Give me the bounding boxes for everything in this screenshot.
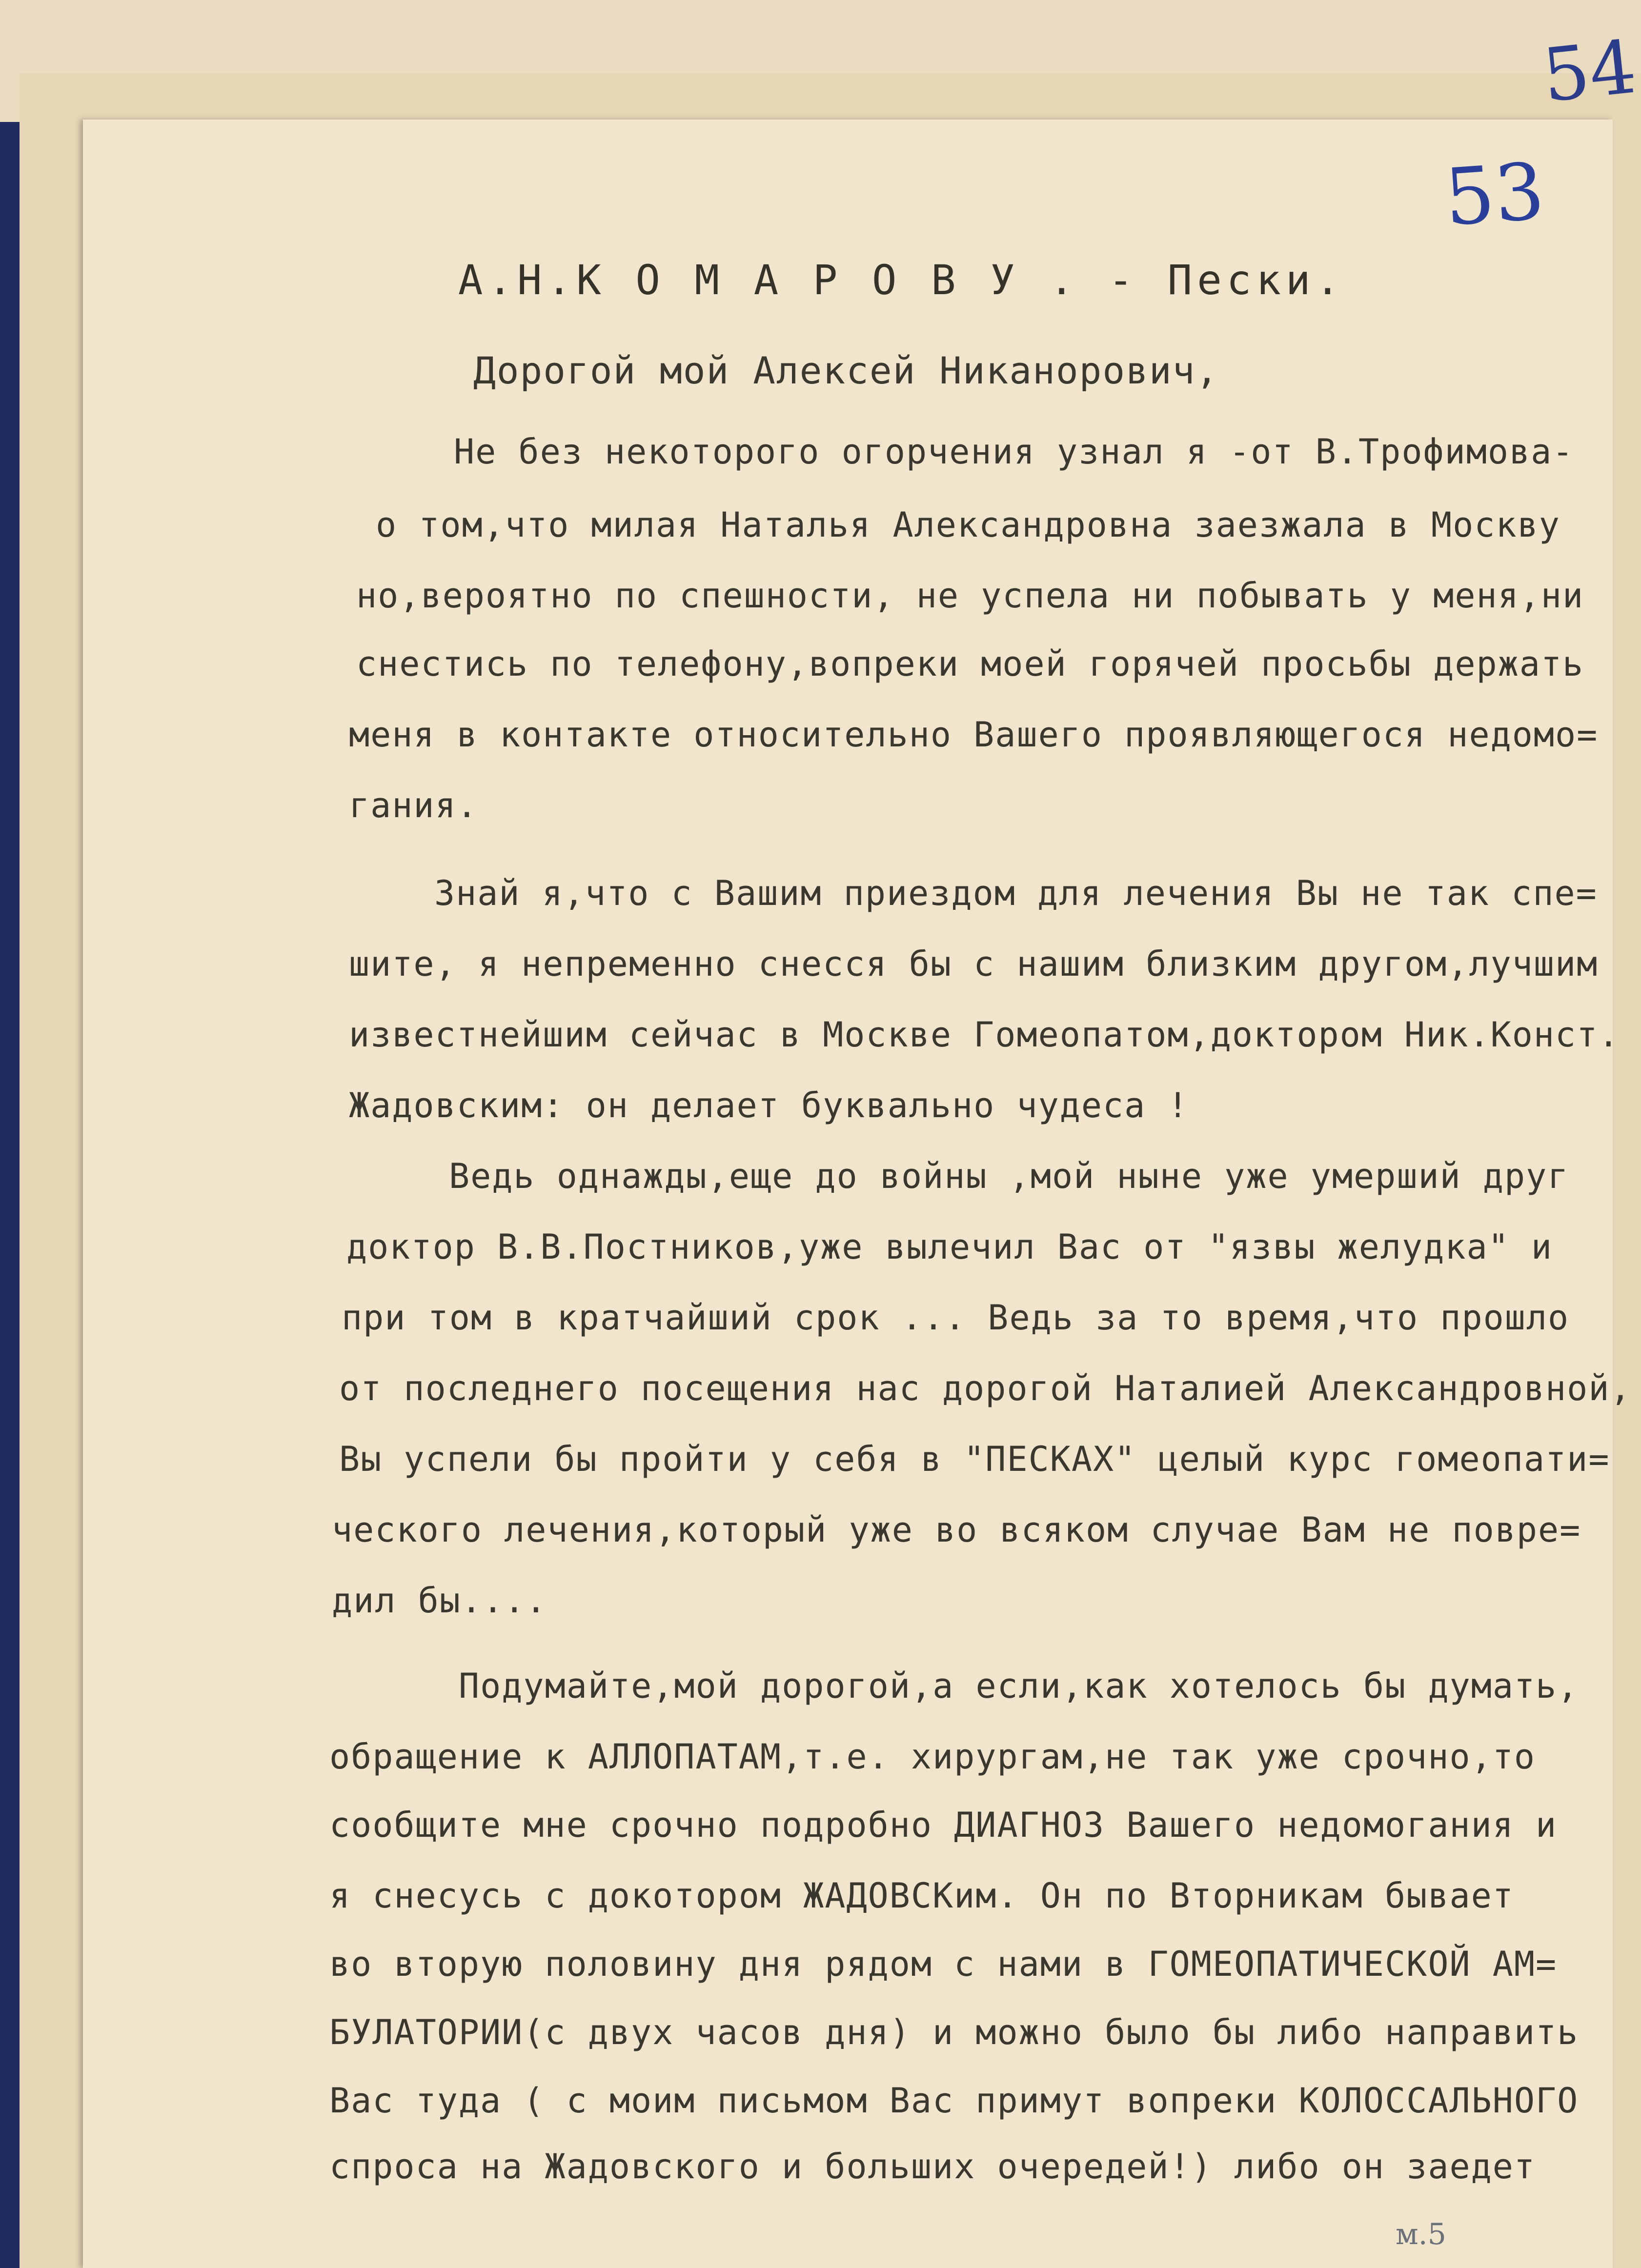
- letter-line: обращение к АЛЛОПАТАМ,т.е. хирургам,не так уже срочно,то: [329, 1737, 1536, 1777]
- letter-page: [83, 120, 1632, 2268]
- letter-line: Ведь однажды,еще до войны ,мой ныне уже умерший друг: [449, 1156, 1569, 1196]
- letter-line: Не без некоторого огорчения узнал я -от В.Трофимова-: [454, 432, 1574, 472]
- letter-line: Вас туда ( с моим письмом Вас примут вопреки КОЛОССАЛЬНОГО: [329, 2081, 1579, 2121]
- archive-stamp-mark: м.5: [1396, 2217, 1446, 2251]
- letter-line: я снесусь с докотором ЖАДОВСКим. Он по Вторникам бывает: [329, 1876, 1514, 1916]
- letter-salutation: Дорогой мой Алексей Никанорович,: [473, 349, 1219, 392]
- letter-line: доктор В.В.Постников,уже вылечил Вас от "язвы желудка" и: [346, 1227, 1553, 1267]
- letter-line: сообщите мне срочно подробно ДИАГНОЗ Вашего недомогания и: [329, 1805, 1558, 1845]
- letter-line: при том в кратчайший срок ... Ведь за то время,что прошло: [342, 1298, 1570, 1338]
- letter-line: шите, я непременно снесся бы с нашим близким другом,лучшим: [349, 944, 1599, 984]
- letter-line: Подумайте,мой дорогой,а если,как хотелось бы думать,: [459, 1666, 1579, 1706]
- letter-line: о том,что милая Наталья Александровна заезжала в Москву: [376, 505, 1560, 545]
- letter-line: от последнего посещения нас дорогой Наталией Александровной,: [339, 1368, 1632, 1408]
- letter-line: Знай я,что с Вашим приездом для лечения Вы не так спе=: [434, 873, 1598, 913]
- letter-line: известнейшим сейчас в Москве Гомеопатом,доктором Ник.Конст.: [349, 1015, 1620, 1055]
- letter-heading: А.Н.К О М А Р О В У . - Пески.: [458, 256, 1345, 304]
- letter-line: гания.: [349, 785, 478, 825]
- letter-line: спроса на Жадовского и больших очередей!) либо он заедет: [329, 2147, 1536, 2187]
- sheet-number: 53: [1442, 145, 1548, 243]
- letter-line: Вы успели бы пройти у себя в "ПЕСКАХ" целый курс гомеопати=: [339, 1439, 1610, 1479]
- letter-line: ческого лечения,который уже во всяком случае Вам не повре=: [332, 1510, 1581, 1550]
- letter-line: Жадовским: он делает буквально чудеса !: [349, 1085, 1189, 1125]
- letter-line: БУЛАТОРИИ(с двух часов дня) и можно было бы либо направить: [329, 2012, 1579, 2052]
- letter-line: во вторую половину дня рядом с нами в ГОМЕОПАТИЧЕСКОЙ АМ=: [329, 1944, 1558, 1984]
- letter-line: но,вероятно по спешности, не успела ни побывать у меня,ни: [356, 576, 1584, 616]
- letter-line: снестись по телефону,вопреки моей горячей просьбы держать: [356, 644, 1584, 684]
- letter-line: меня в контакте относительно Вашего проявляющегося недомо=: [349, 715, 1599, 755]
- previous-sheet-number: 54: [1539, 24, 1641, 119]
- letter-line: дил бы....: [332, 1581, 547, 1621]
